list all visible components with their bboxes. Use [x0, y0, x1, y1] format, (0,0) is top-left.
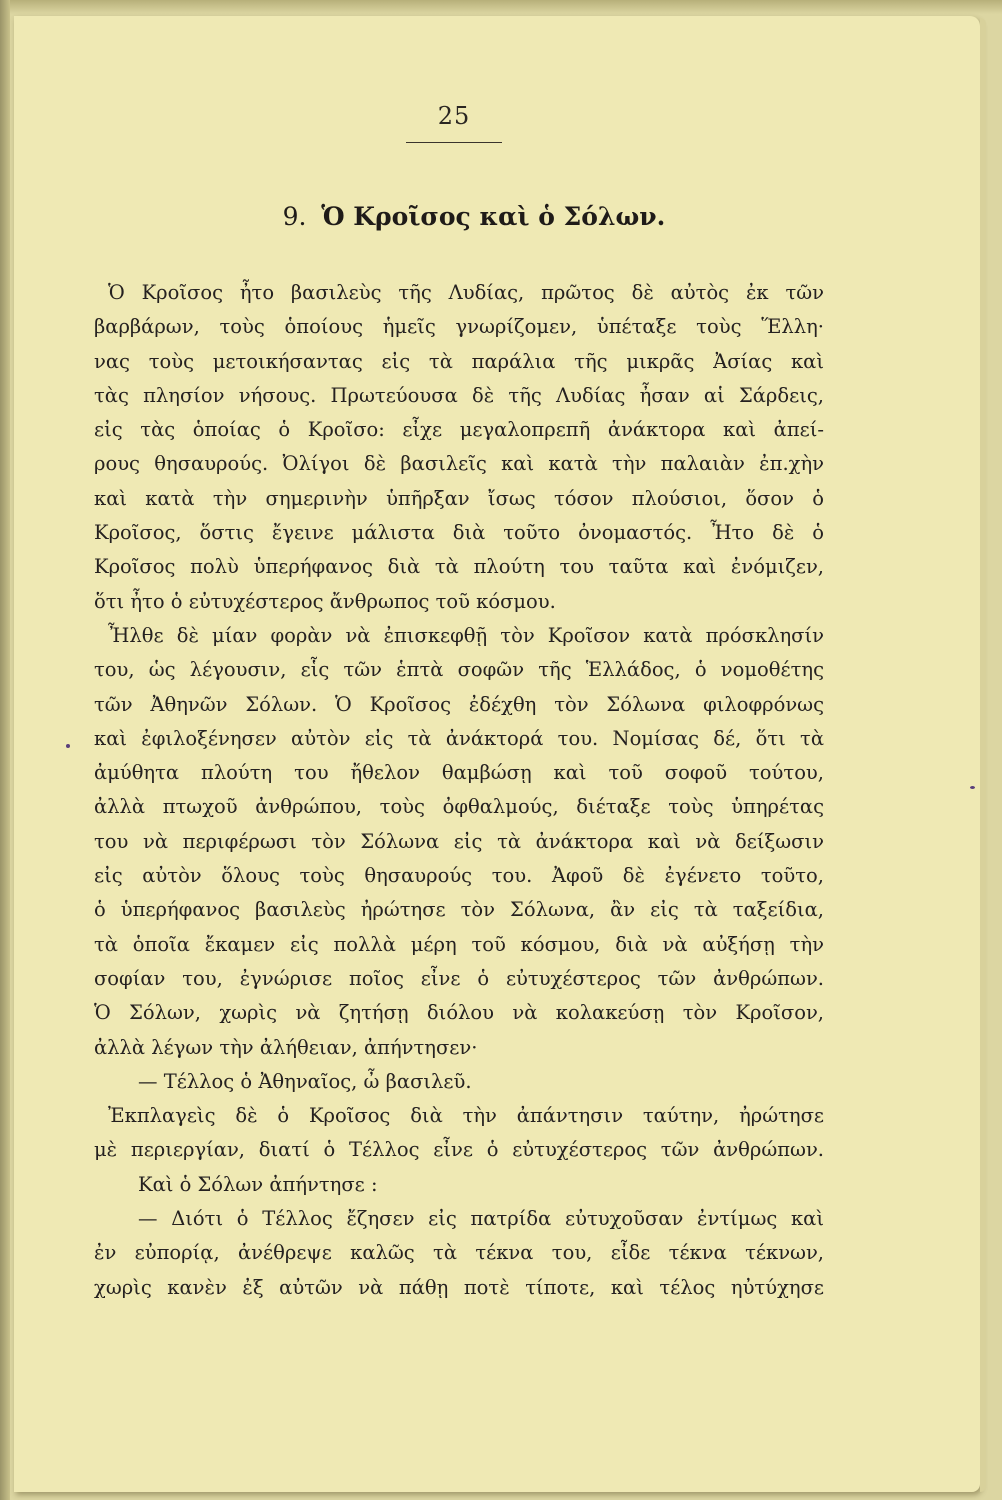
page-edge — [980, 18, 986, 1492]
text-line: τὰ ὁποῖα ἔκαμεν εἰς πολλὰ μέρη τοῦ κόσμου, διὰ νὰ αὐξήσῃ τὴν — [94, 932, 824, 956]
text-line: ἀλλὰ πτωχοῦ ἀνθρώπου, τοὺς ὀφθαλμούς, διέταξε τοὺς ὑπηρέτας — [94, 795, 824, 819]
margin-ink-mark — [970, 786, 975, 789]
text-line: μὲ περιεργίαν, διατί ὁ Τέλλος εἶνε ὁ εὐτυχέστερος τῶν ἀνθρώπων. — [94, 1138, 824, 1162]
text-line: εἰς αὐτὸν ὅλους τοὺς θησαυρούς του. Ἀφοῦ δὲ ἐγένετο τοῦτο, — [94, 864, 824, 888]
text-line: — Διότι ὁ Τέλλος ἔζησεν εἰς πατρίδα εὐτυχοῦσαν ἐντίμως καὶ — [138, 1207, 824, 1231]
text-line: του νὰ περιφέρωσι τὸν Σόλωνα εἰς τὰ ἀνάκτορα καὶ νὰ δείξωσιν — [94, 829, 824, 853]
text-line: ἀμύθητα πλούτη του ἤθελον θαμβώσῃ καὶ τοῦ σοφοῦ τούτου, — [94, 761, 824, 785]
text-line: καὶ κατὰ τὴν σημερινὴν ὑπῆρξαν ἴσως τόσον πλούσιοι, ὅσον ὁ — [94, 486, 824, 510]
text-line: Κροῖσος πολὺ ὑπερήφανος διὰ τὰ πλούτη του ταῦτα καὶ ἐνόμιζεν, — [94, 555, 824, 579]
text-line: σοφίαν του, ἐγνώρισε ποῖος εἶνε ὁ εὐτυχέστερος τῶν ἀνθρώπων. — [94, 966, 824, 990]
chapter-title — [174, 202, 774, 231]
text-line: καὶ ἐφιλοξένησεν αὐτὸν εἰς τὰ ἀνάκτορά του. Νομίσας δέ, ὅτι τὰ — [94, 726, 824, 750]
book-page — [14, 16, 980, 1492]
text-line: Ἐκπλαγεὶς δὲ ὁ Κροῖσος διὰ τὴν ἀπάντησιν ταύτην, ἠρώτησε — [108, 1104, 824, 1128]
text-line: Ὁ Σόλων, χωρὶς νὰ ζητήσῃ διόλου νὰ κολακεύσῃ τὸν Κροῖσον, — [94, 1001, 824, 1025]
text-line: νας τοὺς μετοικήσαντας εἰς τὰ παράλια τῆς μικρᾶς Ἀσίας καὶ — [94, 349, 824, 373]
text-line: βαρβάρων, τοὺς ὁποίους ἡμεῖς γνωρίζομεν, ὑπέταξε τοὺς Ἕλλη· — [94, 315, 824, 339]
text-line: Ἦλθε δὲ μίαν φορὰν νὰ ἐπισκεφθῇ τὸν Κροῖσον κατὰ πρόσκλησίν — [108, 623, 824, 647]
text-line: ρους θησαυρούς. Ὀλίγοι δὲ βασιλεῖς καὶ κατὰ τὴν παλαιὰν ἐπ.χὴν — [94, 452, 824, 476]
text-line: ὁ ὑπερήφανος βασιλεὺς ἠρώτησε τὸν Σόλωνα, ἂν εἰς τὰ ταξείδια, — [94, 898, 824, 922]
page-number-rule — [406, 142, 502, 143]
text-line: Κροῖσος, ὅστις ἔγεινε μάλιστα διὰ τοῦτο ὀνομαστός. Ἦτο δὲ ὁ — [94, 521, 824, 545]
text-line: ἐν εὐπορίᾳ, ἀνέθρεψε καλῶς τὰ τέκνα του, εἶδε τέκνα τέκνων, — [94, 1241, 824, 1265]
text-line: χωρὶς κανὲν ἐξ αὐτῶν νὰ πάθῃ ποτὲ τίποτε, καὶ τέλος ηὐτύχησε — [94, 1275, 824, 1299]
chapter-number: 9. — [282, 202, 307, 231]
scan-border-top — [0, 0, 1002, 14]
body-text — [94, 276, 824, 1305]
scan-border-left — [0, 0, 10, 1500]
text-line: τὰς πλησίον νήσους. Πρωτεύουσα δὲ τῆς Λυδίας ἦσαν αἱ Σάρδεις, — [94, 383, 824, 407]
text-line: Καὶ ὁ Σόλων ἀπήντησε : — [138, 1172, 378, 1196]
text-line: εἰς τὰς ὁποίας ὁ Κροῖσο: εἶχε μεγαλοπρεπῆ ἀνάκτορα καὶ ἀπεί- — [94, 418, 824, 442]
text-line: ἀλλὰ λέγων τὴν ἀλήθειαν, ἀπήντησεν· — [94, 1035, 478, 1059]
margin-ink-mark — [66, 744, 70, 748]
text-line: — Τέλλος ὁ Ἀθηναῖος, ὦ βασιλεῦ. — [138, 1069, 472, 1093]
text-line: του, ὡς λέγουσιν, εἷς τῶν ἑπτὰ σοφῶν τῆς Ἑλλάδος, ὁ νομοθέτης — [94, 658, 824, 682]
text-line: Ὁ Κροῖσος ἦτο βασιλεὺς τῆς Λυδίας, πρῶτος δὲ αὐτὸς ἐκ τῶν — [108, 281, 824, 304]
text-line: τῶν Ἀθηνῶν Σόλων. Ὁ Κροῖσος ἐδέχθη τὸν Σόλωνα φιλοφρόνως — [94, 692, 824, 716]
chapter-title-text: Ὁ Κροῖσος καὶ ὁ Σόλων. — [321, 202, 666, 231]
text-line: ὅτι ἦτο ὁ εὐτυχέστερος ἄνθρωπος τοῦ κόσμου. — [94, 589, 556, 613]
page-number: 25 — [437, 102, 471, 130]
